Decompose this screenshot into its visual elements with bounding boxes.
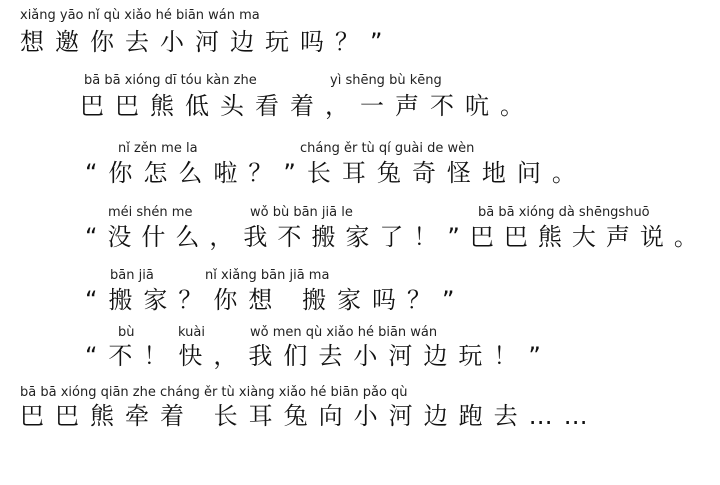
hanzi-text: 巴巴熊牵着 长耳兔向小河边跑去……: [20, 402, 599, 430]
pinyin-text: nǐ zěn me la: [118, 141, 198, 156]
pinyin-text: wǒ bù bān jiā le: [250, 205, 353, 220]
pinyin-text: cháng ěr tù qí guài de wèn: [300, 141, 475, 156]
hanzi-text: “搬家？你想 搬家吗？”: [85, 286, 466, 314]
pinyin-text: bù: [118, 325, 135, 340]
hanzi-text: 想邀你去小河边玩吗？”: [20, 28, 394, 56]
pinyin-text: bā bā xióng qiān zhe cháng ěr tù xiàng xiǎo hé biān pǎo qù: [20, 385, 408, 400]
hanzi-text: “你怎么啦？”长耳兔奇怪地问。: [85, 159, 587, 187]
pinyin-text: xiǎng yāo nǐ qù xiǎo hé biān wán ma: [20, 8, 260, 23]
hanzi-text: “没什么，我不搬家了！”巴巴熊大声说。: [85, 223, 708, 251]
pinyin-text: wǒ men qù xiǎo hé biān wán: [250, 325, 438, 340]
pinyin-text: bān jiā: [110, 268, 154, 283]
pinyin-text: bā bā xióng dà shēngshuō: [478, 205, 650, 220]
pinyin-text: bā bā xióng dī tóu kàn zhe: [84, 73, 257, 88]
hanzi-text: “不！快，我们去小河边玩！”: [85, 342, 552, 370]
pinyin-text: méi shén me: [108, 205, 193, 220]
pinyin-text: kuài: [178, 325, 205, 340]
pinyin-text: yì shēng bù kēng: [330, 73, 442, 88]
hanzi-text: 巴巴熊低头看着，一声不吭。: [80, 92, 535, 120]
pinyin-text: nǐ xiǎng bān jiā ma: [205, 268, 330, 283]
